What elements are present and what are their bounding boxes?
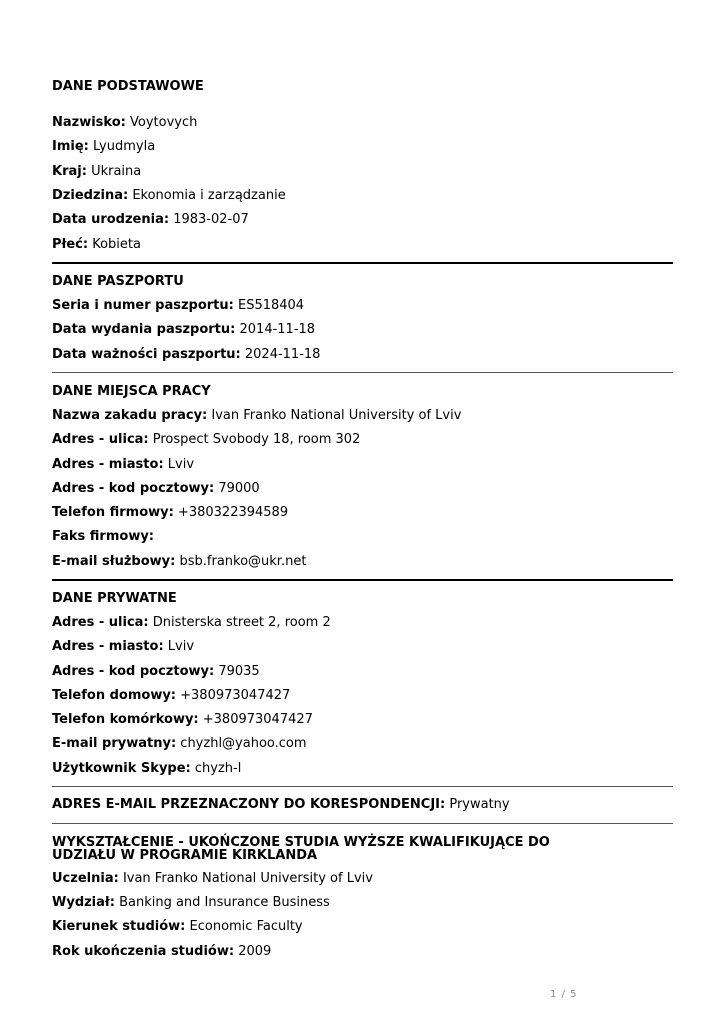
field-skype-user [52,761,241,777]
field-graduation-year [52,944,271,960]
field-home-street [52,615,331,631]
field-value: ES518404 [237,298,305,313]
field-birth-date [52,212,249,228]
field-value: Economic Faculty [189,919,303,934]
field-value: Banking and Insurance Business [119,895,330,910]
field-home-city [52,639,194,655]
section-title-work: DANE MIEJSCA PRACY [52,384,211,399]
field-passport-issue-date [52,322,315,338]
field-value: Lyudmyla [93,139,156,154]
field-label: Adres - ulica: [52,432,149,447]
field-label: Uczelnia: [52,871,119,886]
field-label: Rok ukończenia studiów: [52,944,235,959]
field-value: Prywatny [449,797,510,812]
field-value: Lviv [167,639,195,654]
field-value: 79035 [218,664,260,679]
field-value: Lviv [167,457,195,472]
field-university [52,871,373,887]
section-divider [52,579,673,581]
field-label: E-mail służbowy: [52,554,176,569]
field-home-postal-code [52,664,260,680]
field-domain [52,188,286,204]
field-label: Adres - kod pocztowy: [52,481,215,496]
field-value: Prospect Svobody 18, room 302 [152,432,361,447]
field-mobile-phone [52,712,313,728]
field-label: Wydział: [52,895,115,910]
field-value: Ivan Franko National University of Lviv [211,408,462,423]
field-label: Data ważności paszportu: [52,347,241,362]
field-label: Imię: [52,139,89,154]
field-label: Telefon komórkowy: [52,712,199,727]
field-passport-number [52,298,304,314]
field-label: Faks firmowy: [52,529,155,544]
section-divider [52,372,673,373]
field-label: Telefon firmowy: [52,505,174,520]
field-label: Nazwisko: [52,115,126,130]
section-title-education: WYKSZTAŁCENIE - UKOŃCZONE STUDIA WYŻSZE KWALIFIKUJĄCE DO UDZIAŁU W PROGRAMIE KIRKLANDA [52,835,550,863]
field-passport-expiry-date [52,347,320,363]
field-value: +380973047427 [180,688,291,703]
field-value: +380322394589 [177,505,289,520]
section-divider [52,786,673,787]
field-label: E-mail prywatny: [52,736,177,751]
field-label: Adres - ulica: [52,615,149,630]
field-value: +380973047427 [202,712,313,727]
field-value: Ukraina [91,164,142,179]
field-label: Telefon domowy: [52,688,176,703]
field-work-email [52,554,306,570]
field-label: Adres - miasto: [52,639,164,654]
field-label: Data wydania paszportu: [52,322,236,337]
field-surname [52,115,197,131]
field-label: Płeć: [52,237,89,252]
field-value: 2014-11-18 [239,322,316,337]
field-work-postal-code [52,481,260,497]
field-value: chyzhl@yahoo.com [180,736,307,751]
field-correspondence-email [52,797,510,813]
field-label: Użytkownik Skype: [52,761,191,776]
field-label: Data urodzenia: [52,212,170,227]
field-value: Ivan Franko National University of Lviv [122,871,373,886]
field-label: Dziedzina: [52,188,129,203]
field-value: Dnisterska street 2, room 2 [152,615,331,630]
field-private-email [52,736,307,752]
field-faculty [52,895,330,911]
section-title-correspondence: ADRES E-MAIL PRZEZNACZONY DO KORESPONDENCJI: [52,797,446,812]
field-work-phone [52,505,288,521]
field-label: Adres - kod pocztowy: [52,664,215,679]
section-title-private: DANE PRYWATNE [52,591,177,606]
page-indicator: 1 / 5 [550,989,578,1000]
field-employer-name [52,408,461,424]
field-value: Kobieta [92,237,141,252]
section-divider [52,262,673,264]
field-gender [52,237,141,253]
field-label: Kraj: [52,164,87,179]
field-work-street [52,432,360,448]
field-value: bsb.franko@ukr.net [179,554,307,569]
field-work-fax [52,529,154,545]
field-country [52,164,141,180]
section-title-basic: DANE PODSTAWOWE [52,79,204,94]
field-value: Voytovych [130,115,198,130]
field-value: 79000 [218,481,260,496]
field-first-name [52,139,155,155]
field-label: Seria i numer paszportu: [52,298,234,313]
field-work-city [52,457,194,473]
section-title-passport: DANE PASZPORTU [52,274,184,289]
field-label: Kierunek studiów: [52,919,186,934]
field-value: Ekonomia i zarządzanie [132,188,286,203]
field-value: 2024-11-18 [244,347,321,362]
section-divider [52,823,673,824]
field-home-phone [52,688,290,704]
field-value: 2009 [238,944,272,959]
field-value: chyzh-l [194,761,242,776]
field-label: Adres - miasto: [52,457,164,472]
field-label: Nazwa zakadu pracy: [52,408,208,423]
field-value: 1983-02-07 [173,212,249,227]
field-study-direction [52,919,303,935]
